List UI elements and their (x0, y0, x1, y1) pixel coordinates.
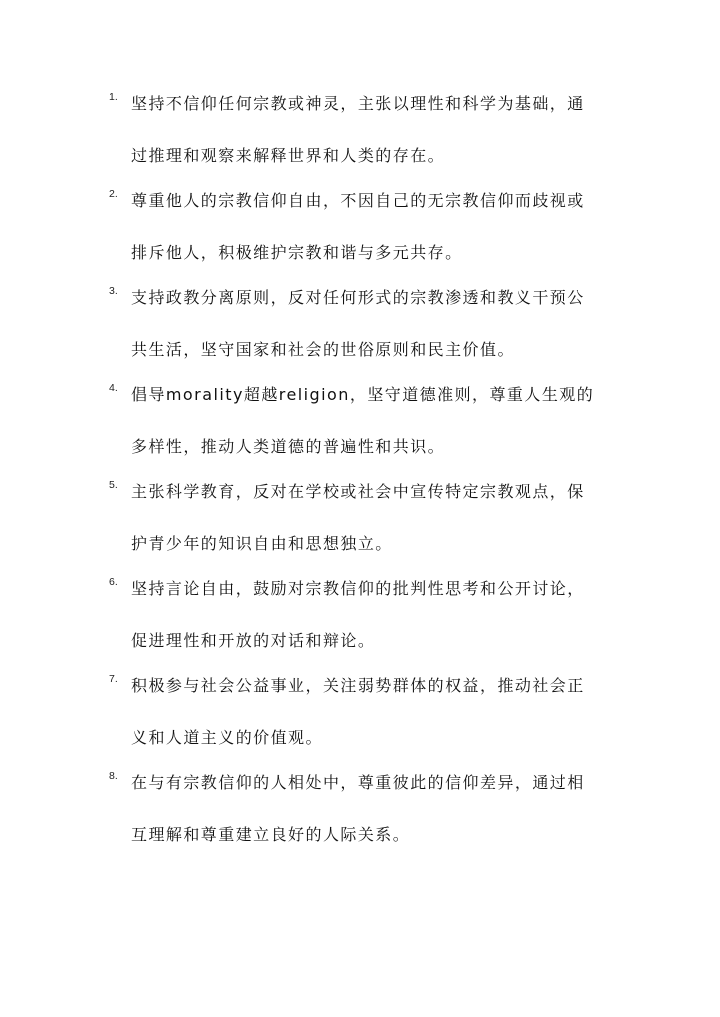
item-text (131, 664, 631, 760)
item-text-line: 多样性，推动人类道德的普遍性和共识。 (131, 437, 446, 456)
list-item (0, 567, 720, 664)
item-text-line: 倡导morality超越religion，坚守道德准则，尊重人生观的 (131, 385, 595, 404)
item-number: 2. (109, 188, 118, 200)
list-item (0, 82, 720, 179)
item-text-line: 义和人道主义的价值观。 (131, 728, 323, 747)
list-item (0, 179, 720, 276)
item-text-line: 坚持言论自由，鼓励对宗教信仰的批判性思考和公开讨论， (131, 579, 585, 598)
item-text-line: 坚持不信仰任何宗教或神灵，主张以理性和科学为基础，通 (131, 94, 585, 113)
item-text (131, 567, 631, 663)
item-text-line: 在与有宗教信仰的人相处中，尊重彼此的信仰差异，通过相 (131, 773, 585, 792)
item-number: 6. (109, 576, 118, 588)
item-text-line: 主张科学教育，反对在学校或社会中宣传特定宗教观点，保 (131, 482, 585, 501)
item-text-line: 积极参与社会公益事业，关注弱势群体的权益，推动社会正 (131, 676, 585, 695)
numbered-list (0, 82, 720, 858)
item-text-line: 互理解和尊重建立良好的人际关系。 (131, 825, 411, 844)
item-text-line: 护青少年的知识自由和思想独立。 (131, 534, 393, 553)
item-text-line: 排斥他人，积极维护宗教和谐与多元共存。 (131, 243, 463, 262)
list-item (0, 664, 720, 761)
item-text (131, 179, 631, 275)
item-number: 4. (109, 382, 118, 394)
list-item (0, 470, 720, 567)
item-text (131, 470, 631, 566)
item-number: 3. (109, 285, 118, 297)
list-item (0, 276, 720, 373)
item-text-line: 过推理和观察来解释世界和人类的存在。 (131, 146, 446, 165)
item-number: 7. (109, 673, 118, 685)
item-text (131, 82, 631, 178)
item-text-line: 共生活，坚守国家和社会的世俗原则和民主价值。 (131, 340, 515, 359)
list-item (0, 373, 720, 470)
item-text-line: 促进理性和开放的对话和辩论。 (131, 631, 376, 650)
item-text-line: 支持政教分离原则，反对任何形式的宗教渗透和教义干预公 (131, 288, 585, 307)
item-number: 8. (109, 770, 118, 782)
item-number: 1. (109, 91, 118, 103)
item-number: 5. (109, 479, 118, 491)
item-text (131, 761, 631, 857)
item-text-line: 尊重他人的宗教信仰自由，不因自己的无宗教信仰而歧视或 (131, 191, 585, 210)
item-text (131, 373, 631, 469)
item-text (131, 276, 631, 372)
list-item (0, 761, 720, 858)
